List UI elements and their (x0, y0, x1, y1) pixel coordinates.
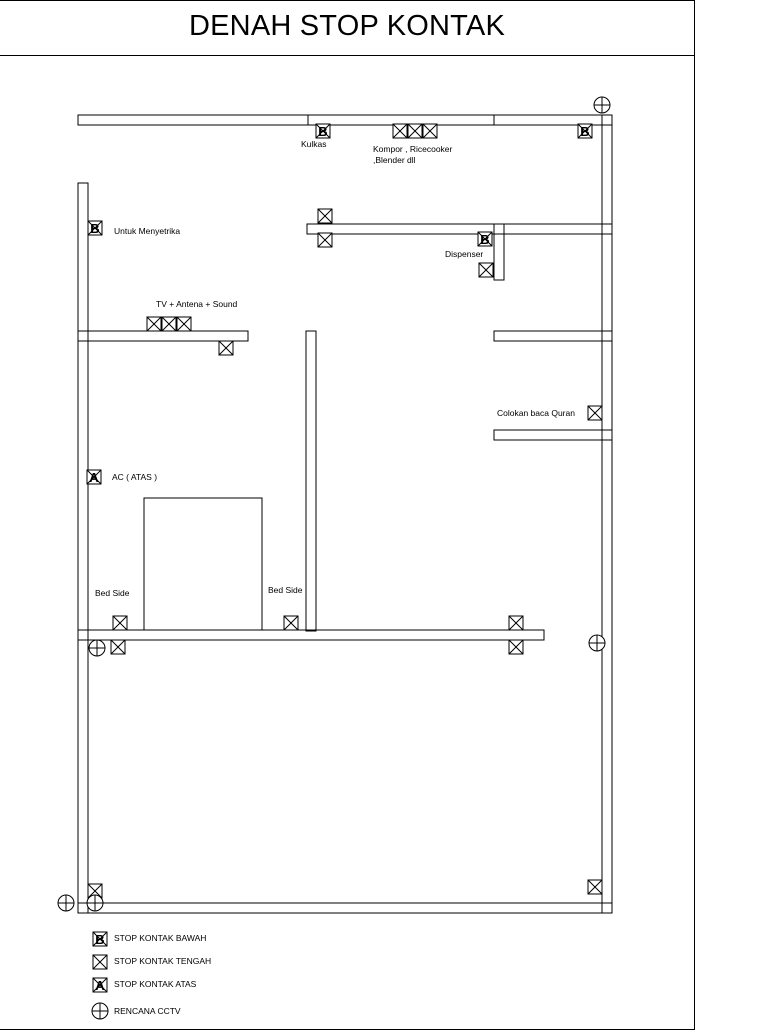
wall-center-vertical (306, 331, 316, 631)
socket-below-bedside-left (111, 640, 125, 654)
cctv-bottom-inner-icon (87, 895, 103, 911)
legend-atas-label: STOP KONTAK ATAS (114, 979, 197, 989)
wall-right-lower (494, 430, 612, 440)
socket-dispenser (479, 263, 493, 277)
page-title: DENAH STOP KONTAK (188, 10, 506, 42)
svg-text:B: B (480, 232, 490, 247)
socket-bawah-menyetrika (88, 221, 102, 236)
wall-right (602, 115, 612, 913)
cctv-top-right-icon (594, 97, 610, 113)
socket-kompor-1 (393, 124, 407, 138)
cctv-mid-left-icon (89, 640, 105, 656)
wall-dispenser-stub (494, 224, 504, 280)
socket-tv-1 (147, 317, 161, 331)
socket-kompor-3 (423, 124, 437, 138)
label-ac: AC ( ATAS ) (112, 472, 158, 482)
label-quran: Colokan baca Quran (497, 408, 575, 418)
socket-bedside-right (284, 616, 298, 630)
wall-right-upper (494, 331, 612, 341)
svg-text:B: B (318, 124, 328, 139)
socket-quran (588, 406, 602, 420)
legend-cctv-label: RENCANA CCTV (114, 1006, 181, 1016)
legend-bawah-icon (93, 932, 107, 947)
label-kompor-line2: ,Blender dll (373, 155, 416, 165)
socket-bedside-left (113, 616, 127, 630)
socket-atas-ac (87, 470, 101, 485)
socket-bottom-right (588, 880, 602, 894)
label-bedside-left: Bed Side (95, 588, 130, 598)
legend-tengah-icon (93, 955, 107, 969)
socket-kompor-2 (408, 124, 422, 138)
label-dispenser: Dispenser (445, 249, 484, 259)
label-tv: TV + Antena + Sound (156, 299, 238, 309)
label-kulkas: Kulkas (301, 139, 327, 149)
svg-text:A: A (89, 470, 99, 485)
wall-top-left (78, 115, 308, 125)
wall-left (78, 183, 88, 913)
socket-right-upper (509, 616, 523, 630)
label-bedside-right: Bed Side (268, 585, 303, 595)
socket-right-lower (509, 640, 523, 654)
svg-text:A: A (95, 978, 105, 993)
socket-bawah-dispenser (478, 232, 492, 247)
legend-atas-icon (93, 978, 107, 993)
svg-text:B: B (580, 124, 590, 139)
svg-text:B: B (95, 932, 105, 947)
legend-cctv-icon (92, 1003, 108, 1019)
label-kompor-line1: Kompor , Ricecooker (373, 144, 453, 154)
socket-bawah-corner (578, 124, 592, 139)
socket-kitchen-top (318, 209, 332, 223)
wall-kitchen (307, 224, 612, 234)
bed (144, 498, 262, 630)
socket-tv-3 (177, 317, 191, 331)
wall-top-right (494, 115, 612, 125)
socket-living (219, 341, 233, 355)
cctv-bottom-outer-icon (58, 895, 74, 911)
svg-text:B: B (90, 221, 100, 236)
legend-tengah-label: STOP KONTAK TENGAH (114, 956, 212, 966)
cctv-mid-right-icon (589, 635, 605, 651)
socket-bawah-kulkas (316, 124, 330, 139)
label-menyetrika: Untuk Menyetrika (114, 226, 181, 236)
wall-bottom (78, 903, 612, 913)
socket-kitchen-bottom (318, 233, 332, 247)
wall-living-left (78, 331, 248, 341)
socket-tv-2 (162, 317, 176, 331)
legend-bawah-label: STOP KONTAK BAWAH (114, 933, 207, 943)
